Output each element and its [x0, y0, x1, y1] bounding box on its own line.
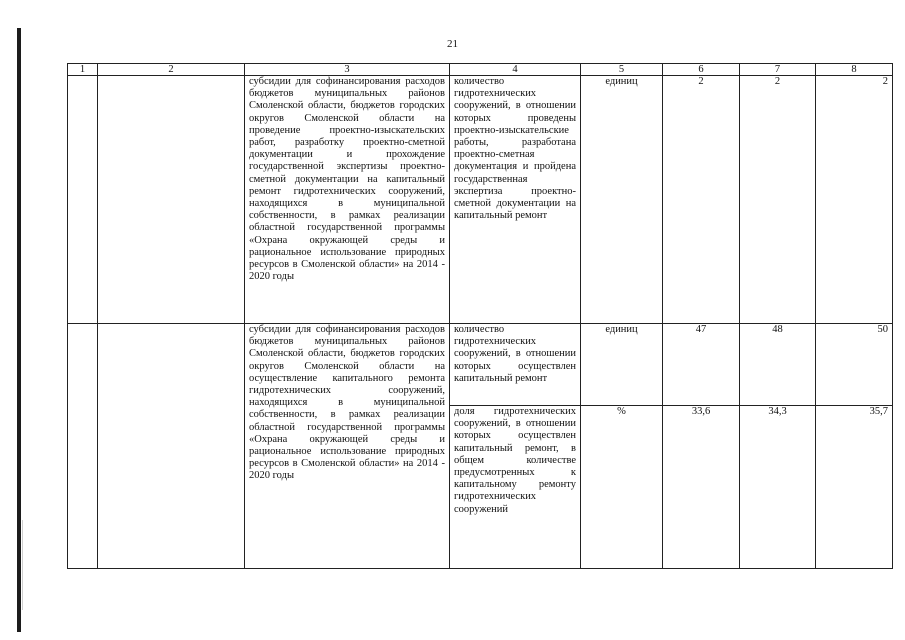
row-cell-col2: [98, 324, 245, 569]
indicator-name: доля гидротехнических сооружений, в отношении которых осуществлен капитальный ремонт, в общем количестве предусмотренных к капитальному ремонту гидротехнических сооружений: [450, 406, 581, 569]
page-number: 21: [447, 38, 458, 50]
header-col-1: 1: [68, 64, 98, 76]
indicator-value-col6: 47: [663, 324, 740, 406]
table-row: [68, 324, 893, 406]
indicator-unit: единиц: [581, 324, 663, 406]
table-row: [68, 76, 893, 324]
indicator-name: количество гидротехнических сооружений, в отношении которых проведены проектно-изыскательские работы, разработана проектно-сметная документация и пройдена государственная экспертиза проектно-сметной документации на капитальный ремонт: [450, 76, 581, 324]
scan-mark: [22, 520, 23, 610]
indicator-value-col6: 33,6: [663, 406, 740, 569]
indicator-unit: единиц: [581, 76, 663, 324]
indicator-value-col6: 2: [663, 76, 740, 324]
row-cell-col2: [98, 76, 245, 324]
indicator-value-col7: 34,3: [740, 406, 816, 569]
indicator-unit: %: [581, 406, 663, 569]
program-indicators-table: [67, 63, 893, 569]
header-col-7: 7: [740, 64, 816, 76]
binding-edge: [17, 28, 21, 632]
subsidy-description: субсидии для софинансирования расходов бюджетов муниципальных районов Смоленской области, бюджетов городских округов Смоленской области на осуществление капитального ремонта гидротехнических сооружений, находящихся в муниципальной собственности, в рамках реализации областной государственной программы «Охрана окружающей среды и рациональное использование природных ресурсов в Смоленской области» на 2014 - 2020 годы: [245, 324, 450, 569]
header-col-8: 8: [816, 64, 893, 76]
indicator-value-col7: 48: [740, 324, 816, 406]
subsidy-description: субсидии для софинансирования расходов бюджетов муниципальных районов Смоленской области, бюджетов городских округов Смоленской области на проведение проектно-изыскательских работ, разработку проектно-сметной документации и прохождение государственной экспертизы проектно-сметной документации на капитальный ремонт гидротехнических сооружений, находящихся в муниципальной собственности, в рамках реализации областной государственной программы «Охрана окружающей среды и рациональное использование природных ресурсов в Смоленской области» на 2014 - 2020 годы: [245, 76, 450, 324]
header-col-5: 5: [581, 64, 663, 76]
table-header-row: [68, 64, 893, 76]
indicator-name: количество гидротехнических сооружений, в отношении которых осуществлен капитальный ремонт: [450, 324, 581, 406]
header-col-6: 6: [663, 64, 740, 76]
indicator-value-col7: 2: [740, 76, 816, 324]
indicator-value-col8: 2: [816, 76, 893, 324]
indicator-value-col8: 50: [816, 324, 893, 406]
row-cell-col1: [68, 324, 98, 569]
header-col-2: 2: [98, 64, 245, 76]
row-cell-col1: [68, 76, 98, 324]
indicator-value-col8: 35,7: [816, 406, 893, 569]
header-col-4: 4: [450, 64, 581, 76]
header-col-3: 3: [245, 64, 450, 76]
